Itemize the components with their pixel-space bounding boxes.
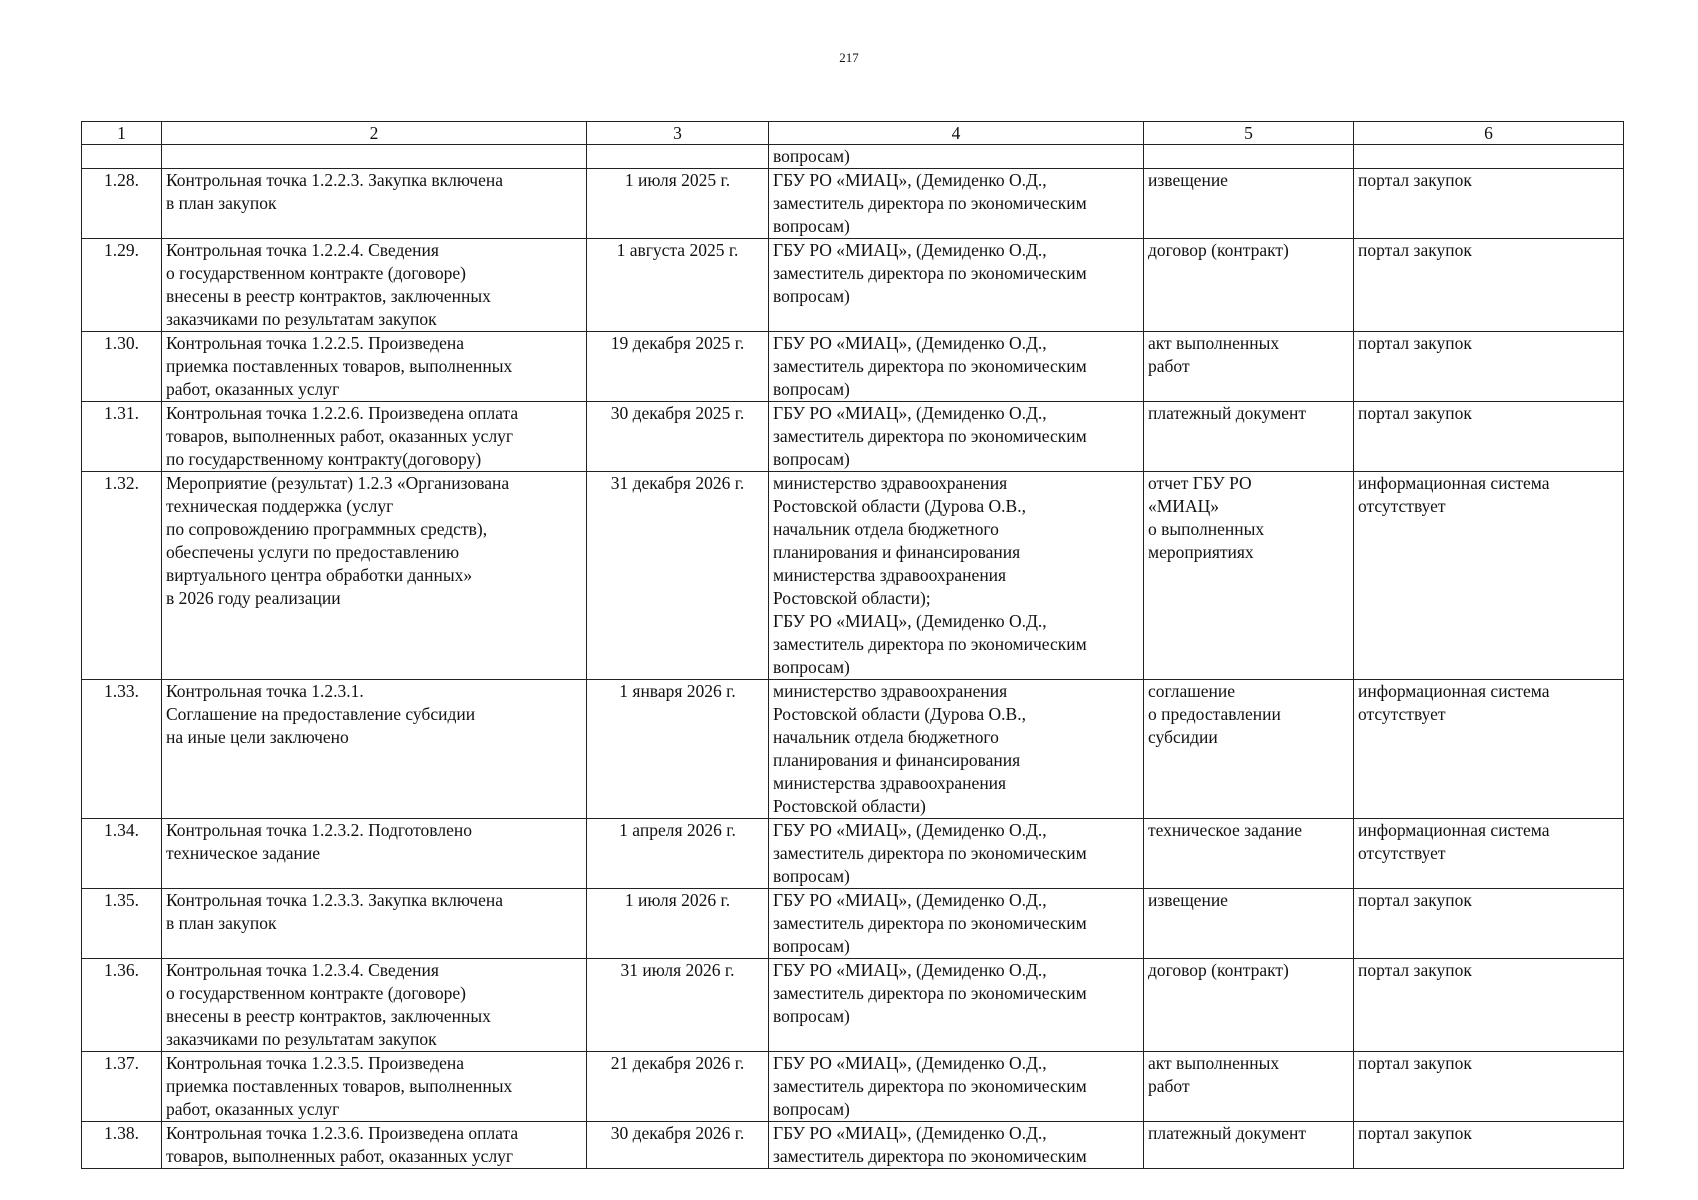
document-type-line: договор (контракт) [1148, 960, 1289, 980]
event-name-line: по сопровождению программных средств), [166, 519, 488, 539]
information-system-line: информационная система [1358, 820, 1550, 840]
information-system-line: портал закупок [1358, 403, 1472, 423]
responsible-line: начальник отдела бюджетного [773, 727, 999, 747]
document-type-line: отчет ГБУ РО [1148, 473, 1252, 493]
responsible-line: вопросам) [773, 216, 850, 236]
responsible-line: заместитель директора по экономическим [773, 1146, 1087, 1166]
document-type-line: «МИАЦ» [1148, 496, 1219, 516]
responsible-line: вопросам) [773, 146, 850, 166]
event-name-line: Контрольная точка 1.2.3.6. Произведена оплата [166, 1123, 519, 1143]
event-name-line: в план закупок [166, 193, 277, 213]
cell-event-name [162, 472, 587, 680]
cell-information-system [1354, 959, 1624, 1052]
cell-due-date: 31 декабря 2026 г. [587, 472, 769, 680]
page-number: 217 [839, 50, 859, 65]
responsible-line: ГБУ РО «МИАЦ», (Демиденко О.Д., [773, 333, 1047, 353]
cell-due-date: 1 апреля 2026 г. [587, 819, 769, 889]
responsible-line: ГБУ РО «МИАЦ», (Демиденко О.Д., [773, 1123, 1047, 1143]
event-name-line: по государственному контракту(договору) [166, 449, 482, 469]
cell-event-name [162, 1122, 587, 1169]
responsible-line: вопросам) [773, 449, 850, 469]
cell-information-system [1354, 1122, 1624, 1169]
information-system-line: отсутствует [1358, 704, 1446, 724]
responsible-line: вопросам) [773, 1006, 850, 1026]
cell-information-system [1354, 169, 1624, 239]
responsible-line: ГБУ РО «МИАЦ», (Демиденко О.Д., [773, 1053, 1047, 1073]
responsible-line: начальник отдела бюджетного [773, 519, 999, 539]
event-name-line: о государственном контракте (договоре) [166, 983, 466, 1003]
cell-information-system [1354, 402, 1624, 472]
cell-due-date: 1 июля 2026 г. [587, 889, 769, 959]
table-row [82, 402, 1624, 472]
document-type-line: акт выполненных [1148, 1053, 1280, 1073]
cell-row-number: 1.28. [82, 169, 162, 239]
cell-responsible [769, 145, 1144, 169]
cell-information-system [1354, 680, 1624, 819]
cell-event-name [162, 239, 587, 332]
cell-responsible [769, 169, 1144, 239]
event-name-line: Контрольная точка 1.2.2.4. Сведения [166, 240, 439, 260]
document-type-line: договор (контракт) [1148, 240, 1289, 260]
event-name-line: в план закупок [166, 913, 277, 933]
cell-information-system [1354, 145, 1624, 169]
cell-document-type [1144, 402, 1354, 472]
cell-document-type [1144, 1052, 1354, 1122]
cell-document-type [1144, 169, 1354, 239]
event-name-line: Контрольная точка 1.2.3.5. Произведена [166, 1053, 465, 1073]
responsible-line: заместитель директора по экономическим [773, 843, 1087, 863]
event-name-line: техническая поддержка (услуг [166, 496, 394, 516]
table-row [82, 1122, 1624, 1169]
information-system-line: портал закупок [1358, 333, 1472, 353]
responsible-line: ГБУ РО «МИАЦ», (Демиденко О.Д., [773, 890, 1047, 910]
responsible-line: заместитель директора по экономическим [773, 263, 1087, 283]
table-row [82, 239, 1624, 332]
event-name-line: внесены в реестр контрактов, заключенных [166, 286, 491, 306]
cell-due-date: 1 января 2026 г. [587, 680, 769, 819]
cell-due-date: 30 декабря 2026 г. [587, 1122, 769, 1169]
responsible-line: заместитель директора по экономическим [773, 193, 1087, 213]
responsible-line: Ростовской области (Дурова О.В., [773, 704, 1026, 724]
event-name-line: Мероприятие (результат) 1.2.3 «Организована [166, 473, 510, 493]
cell-document-type [1144, 680, 1354, 819]
document-type-line: работ [1148, 356, 1190, 376]
event-name-line: о государственном контракте (договоре) [166, 263, 466, 283]
event-name-line: Контрольная точка 1.2.3.1. [166, 681, 364, 701]
responsible-line: Ростовской области); [773, 588, 931, 608]
table-body [82, 122, 1624, 1169]
cell-responsible [769, 402, 1144, 472]
cell-responsible [769, 1052, 1144, 1122]
cell-document-type [1144, 819, 1354, 889]
responsible-line: Ростовской области) [773, 796, 926, 816]
event-name-line: в 2026 году реализации [166, 588, 341, 608]
responsible-line: заместитель директора по экономическим [773, 356, 1087, 376]
cell-row-number: 1.35. [82, 889, 162, 959]
cell-row-number: 1.36. [82, 959, 162, 1052]
responsible-line: вопросам) [773, 379, 850, 399]
document-type-line: извещение [1148, 170, 1228, 190]
cell-document-type [1144, 889, 1354, 959]
responsible-line: вопросам) [773, 936, 850, 956]
cell-event-name [162, 1052, 587, 1122]
table-row [82, 1052, 1624, 1122]
cell-row-number: 1.32. [82, 472, 162, 680]
cell-row-number: 1.33. [82, 680, 162, 819]
event-name-line: Контрольная точка 1.2.2.3. Закупка включена [166, 170, 503, 190]
cell-responsible [769, 889, 1144, 959]
cell-due-date: 30 декабря 2025 г. [587, 402, 769, 472]
responsible-line: планирования и финансирования [773, 750, 1021, 770]
cell-information-system [1354, 239, 1624, 332]
table-row [82, 889, 1624, 959]
cell-responsible [769, 332, 1144, 402]
event-name-line: товаров, выполненных работ, оказанных услуг [166, 1146, 514, 1166]
cell-due-date [587, 145, 769, 169]
cell-event-name [162, 332, 587, 402]
event-name-line: товаров, выполненных работ, оказанных услуг [166, 426, 514, 446]
information-system-line: портал закупок [1358, 240, 1472, 260]
cell-event-name [162, 169, 587, 239]
responsible-line: министерство здравоохранения [773, 473, 1008, 493]
cell-row-number: 1.34. [82, 819, 162, 889]
information-system-line: информационная система [1358, 681, 1550, 701]
cell-information-system [1354, 472, 1624, 680]
event-name-line: обеспечены услуги по предоставлению [166, 542, 460, 562]
cell-responsible [769, 959, 1144, 1052]
cell-row-number: 1.38. [82, 1122, 162, 1169]
cell-document-type [1144, 239, 1354, 332]
cell-row-number: 1.29. [82, 239, 162, 332]
event-name-line: работ, оказанных услуг [166, 379, 340, 399]
cell-event-name [162, 959, 587, 1052]
responsible-line: заместитель директора по экономическим [773, 1076, 1087, 1096]
information-system-line: отсутствует [1358, 496, 1446, 516]
cell-row-number [82, 145, 162, 169]
cell-responsible [769, 472, 1144, 680]
event-name-line: Контрольная точка 1.2.2.5. Произведена [166, 333, 465, 353]
event-name-line: Соглашение на предоставление субсидии [166, 704, 476, 724]
information-system-line: портал закупок [1358, 1123, 1472, 1143]
cell-due-date: 1 августа 2025 г. [587, 239, 769, 332]
cell-information-system [1354, 332, 1624, 402]
column-header-5: 5 [1144, 122, 1354, 145]
responsible-line: министерства здравоохранения [773, 565, 1007, 585]
event-name-line: Контрольная точка 1.2.2.6. Произведена оплата [166, 403, 519, 423]
document-type-line: платежный документ [1148, 403, 1307, 423]
event-name-line: заказчиками по результатам закупок [166, 309, 437, 329]
responsible-line: ГБУ РО «МИАЦ», (Демиденко О.Д., [773, 960, 1047, 980]
column-header-1: 1 [82, 122, 162, 145]
responsible-line: вопросам) [773, 1099, 850, 1119]
responsible-line: ГБУ РО «МИАЦ», (Демиденко О.Д., [773, 240, 1047, 260]
cell-document-type [1144, 1122, 1354, 1169]
event-name-line: работ, оказанных услуг [166, 1099, 340, 1119]
cell-document-type [1144, 472, 1354, 680]
cell-information-system [1354, 889, 1624, 959]
document-type-line: о предоставлении [1148, 704, 1281, 724]
information-system-line: портал закупок [1358, 1053, 1472, 1073]
cell-due-date: 19 декабря 2025 г. [587, 332, 769, 402]
cell-due-date: 31 июля 2026 г. [587, 959, 769, 1052]
cell-event-name [162, 889, 587, 959]
document-type-line: платежный документ [1148, 1123, 1307, 1143]
responsible-line: планирования и финансирования [773, 542, 1021, 562]
cell-row-number: 1.31. [82, 402, 162, 472]
event-name-line: техническое задание [166, 843, 321, 863]
information-system-line: портал закупок [1358, 960, 1472, 980]
cell-document-type [1144, 959, 1354, 1052]
event-name-line: на иные цели заключено [166, 727, 349, 747]
event-name-line: приемка поставленных товаров, выполненных [166, 356, 513, 376]
cell-event-name [162, 145, 587, 169]
cell-row-number: 1.37. [82, 1052, 162, 1122]
cell-event-name [162, 402, 587, 472]
cell-information-system [1354, 1052, 1624, 1122]
cell-document-type [1144, 332, 1354, 402]
responsible-line: министерства здравоохранения [773, 773, 1007, 793]
document-type-line: извещение [1148, 890, 1228, 910]
table-row [82, 959, 1624, 1052]
event-name-line: внесены в реестр контрактов, заключенных [166, 1006, 491, 1026]
document-type-line: акт выполненных [1148, 333, 1280, 353]
cell-responsible [769, 239, 1144, 332]
cell-information-system [1354, 819, 1624, 889]
cell-responsible [769, 819, 1144, 889]
information-system-line: отсутствует [1358, 843, 1446, 863]
responsible-line: ГБУ РО «МИАЦ», (Демиденко О.Д., [773, 820, 1047, 840]
responsible-line: вопросам) [773, 286, 850, 306]
cell-event-name [162, 680, 587, 819]
responsible-line: заместитель директора по экономическим [773, 634, 1087, 654]
column-header-6: 6 [1354, 122, 1624, 145]
cell-due-date: 21 декабря 2026 г. [587, 1052, 769, 1122]
table-row [82, 169, 1624, 239]
information-system-line: информационная система [1358, 473, 1550, 493]
table-row [82, 145, 1624, 169]
responsible-line: заместитель директора по экономическим [773, 426, 1087, 446]
information-system-line: портал закупок [1358, 170, 1472, 190]
document-type-line: техническое задание [1148, 820, 1303, 840]
cell-due-date: 1 июля 2025 г. [587, 169, 769, 239]
table-row [82, 819, 1624, 889]
table-row [82, 472, 1624, 680]
event-name-line: Контрольная точка 1.2.3.4. Сведения [166, 960, 439, 980]
event-name-line: виртуального центра обработки данных» [166, 565, 473, 585]
document-type-line: о выполненных [1148, 519, 1265, 539]
cell-responsible [769, 680, 1144, 819]
column-header-2: 2 [162, 122, 587, 145]
column-header-3: 3 [587, 122, 769, 145]
cell-row-number: 1.30. [82, 332, 162, 402]
cell-event-name [162, 819, 587, 889]
responsible-line: заместитель директора по экономическим [773, 983, 1087, 1003]
responsible-line: вопросам) [773, 657, 850, 677]
document-type-line: соглашение [1148, 681, 1236, 701]
event-name-line: Контрольная точка 1.2.3.3. Закупка включена [166, 890, 503, 910]
document-type-line: мероприятиях [1148, 542, 1254, 562]
event-name-line: приемка поставленных товаров, выполненных [166, 1076, 513, 1096]
table-row [82, 680, 1624, 819]
document-type-line: субсидии [1148, 727, 1218, 747]
information-system-line: портал закупок [1358, 890, 1472, 910]
responsible-line: заместитель директора по экономическим [773, 913, 1087, 933]
column-header-4: 4 [769, 122, 1144, 145]
responsible-line: ГБУ РО «МИАЦ», (Демиденко О.Д., [773, 170, 1047, 190]
responsible-line: ГБУ РО «МИАЦ», (Демиденко О.Д., [773, 611, 1047, 631]
responsible-line: вопросам) [773, 866, 850, 886]
control-points-table [81, 121, 1624, 1169]
responsible-line: Ростовской области (Дурова О.В., [773, 496, 1026, 516]
table-header-row [82, 122, 1624, 145]
event-name-line: заказчиками по результатам закупок [166, 1029, 437, 1049]
cell-document-type [1144, 145, 1354, 169]
responsible-line: ГБУ РО «МИАЦ», (Демиденко О.Д., [773, 403, 1047, 423]
table-row [82, 332, 1624, 402]
cell-responsible [769, 1122, 1144, 1169]
event-name-line: Контрольная точка 1.2.3.2. Подготовлено [166, 820, 472, 840]
responsible-line: министерство здравоохранения [773, 681, 1008, 701]
document-type-line: работ [1148, 1076, 1190, 1096]
